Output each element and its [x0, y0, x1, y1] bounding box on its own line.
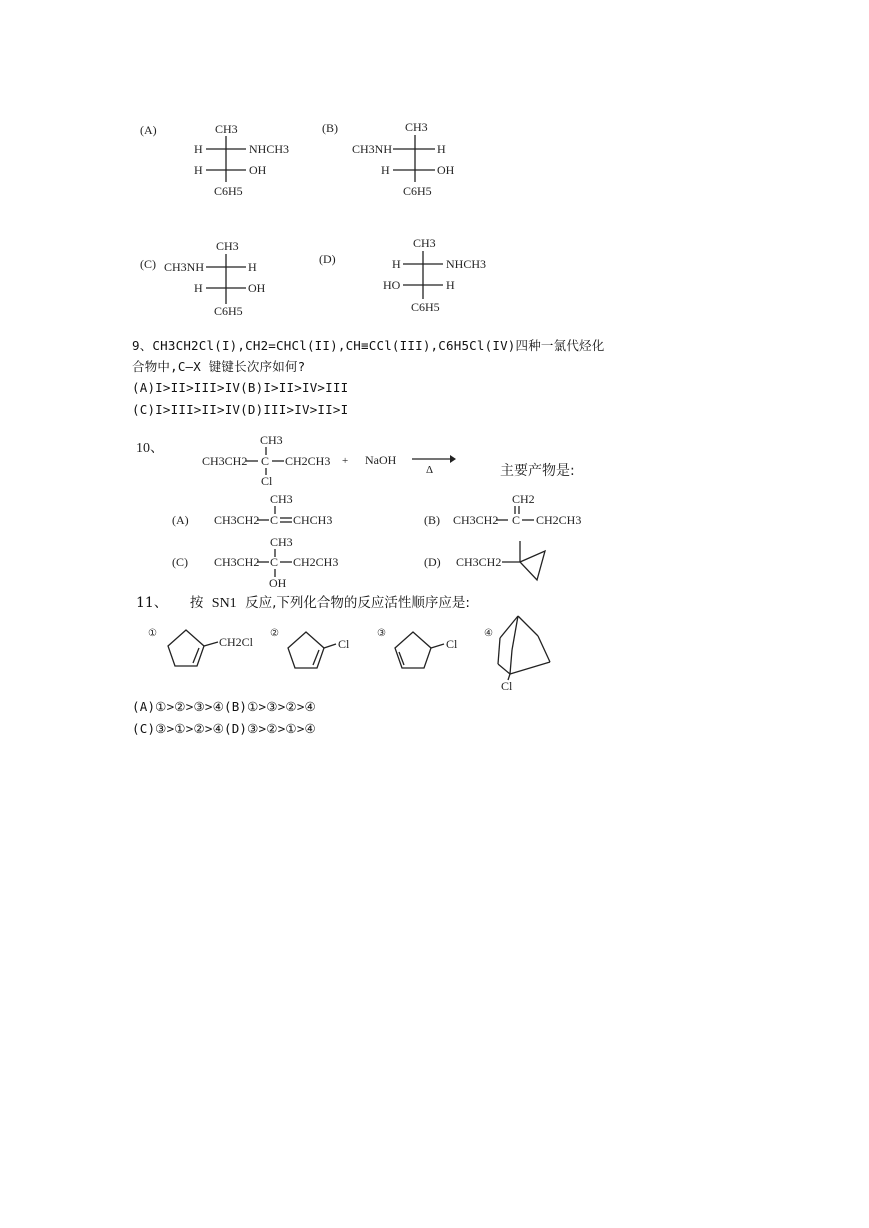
q10-option-d	[424, 541, 545, 580]
q10-option-b-right: CH2CH3	[536, 513, 582, 527]
q11-c2-num: ②	[270, 628, 279, 639]
option-d-r2-right: H	[446, 278, 455, 292]
q10-reactant-c: C	[261, 454, 270, 468]
option-d-label: (D)	[319, 252, 336, 266]
q11-c3-sub: Cl	[446, 637, 458, 651]
q10-option-a-top: CH3	[270, 492, 293, 506]
option-c-r1-right: H	[248, 260, 257, 274]
option-b-r1-right: H	[437, 142, 446, 156]
option-d-bottom: C6H5	[411, 300, 440, 314]
q10-reaction-figure	[130, 428, 600, 593]
option-c-r1-left: CH3NH	[164, 260, 205, 274]
option-c-r2-left: H	[194, 281, 203, 295]
q11-compound-3	[377, 628, 458, 668]
fischer-option-b	[322, 120, 455, 198]
q10-reactant-left: CH3CH2	[202, 454, 248, 468]
q10-prompt: 主要产物是:	[500, 463, 575, 479]
option-a-label: (A)	[140, 123, 157, 137]
option-c-top: CH3	[216, 239, 239, 253]
q11-stem	[136, 591, 470, 612]
option-d-r1-right: NHCH3	[446, 257, 487, 271]
option-c-label: (C)	[140, 257, 156, 271]
q11-options-line2: (C)③>①>②>④(D)③>②>①>④	[132, 721, 316, 736]
q10-option-b-left: CH3CH2	[453, 513, 499, 527]
q10-plus: +	[342, 455, 349, 467]
q9-options-line2: (C)I>III>II>IV(D)III>IV>II>I	[132, 402, 349, 417]
q10-condition: Δ	[426, 464, 434, 476]
q11-c3-num: ③	[377, 628, 386, 639]
q10-reactant-right: CH2CH3	[285, 454, 331, 468]
reaction-arrow-icon	[412, 455, 456, 463]
q10-option-c-left: CH3CH2	[214, 555, 260, 569]
q11-compound-4	[484, 616, 550, 693]
q10-option-a-right: CHCH3	[293, 513, 333, 527]
q10-reactant-bottom: Cl	[261, 474, 273, 488]
cyclopentene-ring-icon	[395, 632, 431, 668]
q10-option-a-mid: C	[270, 513, 279, 527]
option-d-r1-left: H	[392, 257, 401, 271]
q10-reagent: NaOH	[365, 453, 397, 467]
q11-number: 11、	[136, 595, 168, 611]
option-a-r1-right: NHCH3	[249, 142, 290, 156]
q9-options-line1: (A)I>II>III>IV(B)I>II>IV>III	[132, 380, 349, 395]
q10-option-c-bottom: OH	[269, 576, 287, 590]
q10-option-c-mid: C	[270, 555, 279, 569]
q10-option-d-left: CH3CH2	[456, 555, 502, 569]
fischer-option-a	[140, 122, 289, 198]
option-d-top: CH3	[413, 236, 436, 250]
cyclopropane-ring-icon	[502, 541, 545, 580]
option-b-r2-right: OH	[437, 163, 455, 177]
q10-option-c-right: CH2CH3	[293, 555, 339, 569]
q9-stem-line1: 9、CH3CH2Cl(I),CH2=CHCl(II),CH≡CCl(III),C6H5Cl(IV)四种一氯代烃化	[132, 338, 605, 353]
q10-option-a	[172, 492, 332, 527]
option-a-r2-left: H	[194, 163, 203, 177]
q10-option-a-left: CH3CH2	[214, 513, 260, 527]
q10-option-a-label: (A)	[172, 513, 189, 527]
option-c-r2-right: OH	[248, 281, 266, 295]
q10-option-d-label: (D)	[424, 555, 441, 569]
q11-options-line1: (A)①>②>③>④(B)①>③>②>④	[132, 699, 316, 714]
q11-c1-sub: CH2Cl	[219, 635, 254, 649]
option-a-r2-right: OH	[249, 163, 267, 177]
option-c-bottom: C6H5	[214, 304, 243, 318]
option-a-bottom: C6H5	[214, 184, 243, 198]
option-b-top: CH3	[405, 120, 428, 134]
q10-reactant-top: CH3	[260, 433, 283, 447]
q10-option-b-label: (B)	[424, 513, 440, 527]
q11-c4-num: ④	[484, 628, 493, 639]
q10-option-c-label: (C)	[172, 555, 188, 569]
norbornane-icon	[498, 616, 550, 680]
option-b-label: (B)	[322, 121, 338, 135]
option-b-r2-left: H	[381, 163, 390, 177]
fischer-option-c	[140, 239, 266, 318]
q10-number: 10、	[136, 441, 164, 456]
q11-compound-2	[270, 628, 350, 668]
fischer-option-d	[319, 236, 486, 314]
q11-compounds-figure	[140, 612, 580, 694]
q11-c4-sub: Cl	[501, 679, 513, 693]
fischer-options-figure	[130, 112, 490, 324]
option-b-bottom: C6H5	[403, 184, 432, 198]
q11-c1-num: ①	[148, 628, 157, 639]
option-d-r2-left: HO	[383, 278, 401, 292]
q10-option-b-mid: C	[512, 513, 521, 527]
q11-c2-sub: Cl	[338, 637, 350, 651]
q10-option-c	[172, 535, 338, 590]
option-a-top: CH3	[215, 122, 238, 136]
q10-reactant	[202, 433, 330, 488]
q11-suffix: 反应,下列化合物的反应活性顺序应是:	[245, 595, 470, 611]
q10-option-c-top: CH3	[270, 535, 293, 549]
q10-option-b	[424, 492, 581, 527]
option-b-r1-left: CH3NH	[352, 142, 393, 156]
q9-stem-line2: 合物中,C—X 键键长次序如何?	[132, 359, 306, 374]
q11-mechanism: SN1	[211, 596, 237, 611]
q11-prefix: 按	[189, 595, 204, 611]
option-a-r1-left: H	[194, 142, 203, 156]
q10-option-b-top: CH2	[512, 492, 535, 506]
q11-compound-1	[148, 628, 254, 666]
